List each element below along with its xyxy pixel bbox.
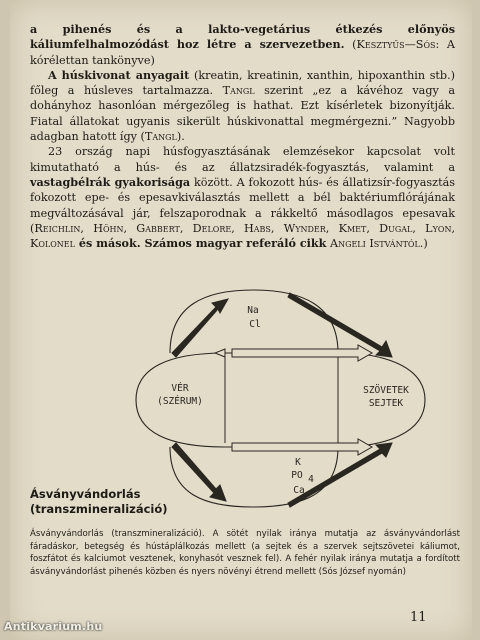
body-text [30,22,455,251]
label-cl: Cl [249,319,261,330]
mineral-migration-diagram [20,285,480,510]
paragraph-1-bold: a pihenés és a lakto-vegetárius étkezés előnyös káliumfelhalmozódást hoz létre a szervezetben. [30,22,455,52]
white-arrow-bottom [232,439,372,455]
dark-arrow-lower-right [288,443,392,507]
paragraph-3 [30,144,455,251]
dark-arrow-upper-left [172,299,228,357]
paragraph-2-text-b: szerint „ez a kávéhoz vagy a dohányhoz hasonlóan mérgezőleg is hathat. Ezt kísérletek bizonyítják. Fiatal állatokat ugyanis sikerült húskivonattal megmérgezni.” Nagyobb adagban hatott így ( [30,84,455,144]
label-k: K [295,457,301,468]
label-sejtek: SEJTEK [368,398,404,409]
white-arrow-left-top [215,349,225,357]
heading-line-1: Ásványvándorlás [30,487,141,501]
paragraph-3-text-a: 23 ország napi húsfogyasztásának elemzésekor kapcsolat volt kimutatható a hús- és az állatzsiradék-fogyasztás, valamint a [30,145,455,174]
page-number: 11 [410,610,427,625]
reference-kesztyus-sos: (Kesztyűs—Sós: [352,38,440,52]
paragraph-2 [30,68,455,144]
heading-line-2: (transzmineralizáció) [30,502,168,516]
label-po: PO [291,470,303,481]
reference-angeli: Angeli Istvántól [326,237,420,251]
paragraph-3-bold: vastagbélrák gyakorisága [30,174,191,189]
paragraph-2-bold: A húskivonat anyagait [48,67,190,82]
reference-book-title: A kórélettan tankönyve) [30,38,456,67]
figure-caption: Ásványvándorlás (transzmineralizáció). A sötét nyilak iránya mutatja az ásványvándorlást fáradáskor, betegség és hústáplálkozás mellett (a sejtek és a szervek sejtszövetei káliumot, foszfátot és kalciumot vesztenek, konyhasót vesznek fel). A fehér nyilak iránya mutatja a fordított ásványvándorlást pihenés közben és nyers növényi étrend mellett (Sós József nyomán) [30,529,460,577]
paragraph-2-text-c: ). [176,130,185,144]
watermark-logo: Antikvarium.hu [4,620,103,633]
dark-arrow-upper-right [288,293,392,357]
reference-tangl: Tangl [213,84,255,98]
label-szovetek: SZÖVETEK [363,385,409,396]
label-szerum: (SZÉRUM) [157,396,203,407]
paragraph-3-text-end: .) [419,237,428,251]
paragraph-3-text-b: között. A fokozott hús- és állatizsír-fogyasztás fokozott epe- és epesavkiválasztás mellett a bél baktériumflórájának megváltozásával jár, felszaporodnak a rákkeltő másodlagos epesavak ( [30,175,455,235]
label-po-subscript: 4 [308,474,314,485]
white-arrow-top [232,345,372,361]
paragraph-1 [30,22,455,68]
label-ver: VÉR [171,383,189,394]
reference-tangl-2: Tangl [144,130,177,144]
book-page [10,0,472,640]
paragraph-3-bold-end: és mások. Számos magyar referáló cikk [74,236,327,251]
author-list: Reichlin, Höhn, Gabbert, Delore, Habs, Wynder, Kmet, Dugal, Lyon, Kolonel [30,221,455,251]
paragraph-2-text-a: (kreatin, kreatinin, xanthin, hipoxanthin stb.) főleg a húsleves tartalmazza. [30,68,456,98]
section-heading [30,487,230,517]
label-na: Na [247,305,259,316]
label-ca: Ca [293,485,305,496]
